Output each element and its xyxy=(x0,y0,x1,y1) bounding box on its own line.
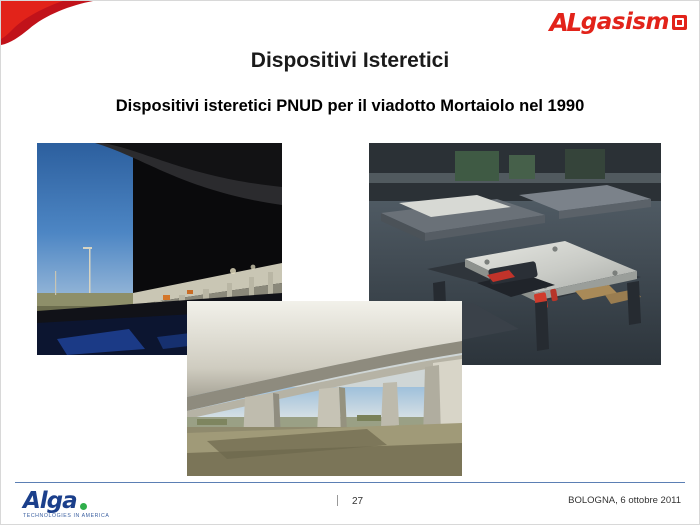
footer-divider xyxy=(15,482,685,483)
photo-underpass xyxy=(187,301,462,476)
brand-logo xyxy=(549,9,687,35)
footer-tagline: TECHNOLOGIES IN AMERICA xyxy=(23,513,110,519)
corner-swoosh-decoration xyxy=(1,1,133,45)
page-subtitle: Dispositivi isteretici PNUD per il viadotto Mortaiolo nel 1990 xyxy=(115,97,585,115)
brand-logo-text: gasism xyxy=(580,9,669,35)
brand-logo-a: A xyxy=(549,7,569,37)
footer-logo-text: Alga xyxy=(23,488,77,514)
footer-location-date: BOLOGNA, 6 ottobre 2011 xyxy=(568,495,681,506)
page-title: Dispositivi Isteretici xyxy=(250,49,450,72)
page-separator xyxy=(337,495,338,506)
square-logo-mark-icon xyxy=(672,15,687,30)
brand-logo-l: L xyxy=(566,7,582,37)
page-number: 27 xyxy=(351,496,364,507)
